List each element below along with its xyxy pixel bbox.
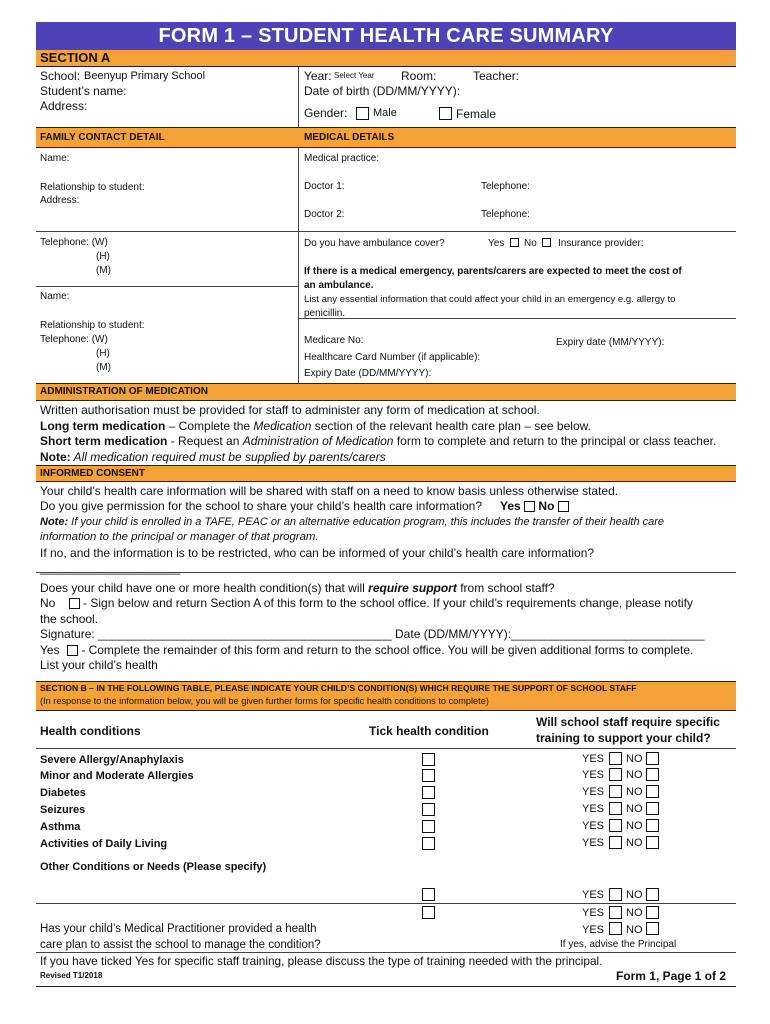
consent-question: Do you give permission for the school to share your child’s health care information? Yes No xyxy=(40,499,732,515)
ambulance-yes-label: Yes xyxy=(488,238,505,249)
care-plan-note: If yes, advise the Principal xyxy=(560,938,677,950)
consent-note: Note: If your child is enrolled in a TAFE, PEAC or an alternative education program, this includes the transfer of their health care xyxy=(40,515,665,528)
dob-label: Date of birth (DD/MM/YYYY): xyxy=(304,84,461,98)
year-select[interactable]: Select Year xyxy=(334,71,375,80)
condition-tick-checkbox[interactable] xyxy=(422,786,435,799)
training-no-checkbox[interactable] xyxy=(646,752,659,765)
section-a-block xyxy=(36,67,736,127)
consent-yes-checkbox[interactable] xyxy=(524,501,535,512)
ambulance-no-checkbox[interactable] xyxy=(542,238,551,247)
essential-info-label: List any essential information that could affect your child in an emergency e.g. allergy to xyxy=(304,294,676,305)
section-a-heading: SECTION A xyxy=(36,50,736,67)
col-training-a: Will school staff require specific xyxy=(536,714,720,729)
female-label: Female xyxy=(456,107,497,121)
family-contact-heading: FAMILY CONTACT DETAIL xyxy=(40,132,165,143)
training-no-label: NO xyxy=(626,819,643,832)
section-b-heading: SECTION B – IN THE FOLLOWING TABLE, PLEASE INDICATE YOUR CHILD’S CONDITION(S) WHICH REQUIRE THE SUPPORT OF SCHOOL STAFF xyxy=(40,682,637,693)
training-no-checkbox[interactable] xyxy=(646,819,659,832)
form-title: FORM 1 – STUDENT HEALTH CARE SUMMARY xyxy=(36,22,736,50)
ambulance-yes-checkbox[interactable] xyxy=(510,238,519,247)
male-label: Male xyxy=(373,107,397,119)
family-telephone-w-2: Telephone: (W) xyxy=(40,334,108,345)
condition-tick-checkbox[interactable] xyxy=(422,753,435,766)
care-plan-no-label: NO xyxy=(626,923,643,936)
training-note: If you have ticked Yes for specific staff training, please discuss the type of training needed with the principal. xyxy=(40,953,603,968)
admin-medication-body xyxy=(36,401,736,465)
health-conditions-table xyxy=(36,711,736,969)
training-yes-label: YES xyxy=(582,802,605,815)
emergency-note: If there is a medical emergency, parents/carers are expected to meet the cost of xyxy=(304,266,682,277)
ambulance-no-label: No xyxy=(524,238,537,249)
col-training-b: training to support your child? xyxy=(536,730,711,745)
care-plan-yes-checkbox[interactable] xyxy=(609,922,622,935)
family-telephone-h-2: (H) xyxy=(96,348,110,359)
family-address-1: Address: xyxy=(40,195,80,206)
training-yes-label: YES xyxy=(582,786,605,799)
condition-tick-checkbox[interactable] xyxy=(422,837,435,850)
care-plan-yes-label: YES xyxy=(582,923,605,936)
family-name-2: Name: xyxy=(40,291,70,302)
support-question: Does your child have one or more health condition(s) that will require support from school staff? xyxy=(40,580,555,595)
footer xyxy=(36,969,736,989)
other-conditions-label: Other Conditions or Needs (Please specify) xyxy=(40,860,267,873)
training-no-label: NO xyxy=(626,802,643,815)
support-no-checkbox[interactable] xyxy=(69,598,80,609)
family-telephone-w-1: Telephone: (W) xyxy=(40,237,108,248)
other-tick-checkbox[interactable] xyxy=(422,888,435,901)
medicare-expiry-label: Expiry date (MM/YYYY): xyxy=(556,337,665,348)
informed-consent-body xyxy=(36,482,736,573)
family-relationship-1: Relationship to student: xyxy=(40,182,145,193)
other-no-label: NO xyxy=(626,906,643,919)
other-yes-checkbox[interactable] xyxy=(609,888,622,901)
training-no-checkbox[interactable] xyxy=(646,836,659,849)
support-no-option-2: the school. xyxy=(40,611,99,626)
care-plan-no-checkbox[interactable] xyxy=(646,922,659,935)
year-label: Year: xyxy=(304,69,332,83)
col-tick-condition: Tick health condition xyxy=(369,723,489,738)
section-b-subheading: (In response to the information below, you will be given further forms for specific health conditions to complete) xyxy=(40,695,489,706)
medical-details-heading: MEDICAL DETAILS xyxy=(304,132,395,143)
school-label: School: xyxy=(40,69,81,83)
ambulance-question: Do you have ambulance cover? xyxy=(304,238,445,249)
gender-label: Gender: xyxy=(304,106,348,120)
care-plan-question: Has your child’s Medical Practitioner provided a health xyxy=(40,922,317,935)
signature-line[interactable]: Signature: ____________________________________________ Date (DD/MM/YYYY):_____________________________ xyxy=(40,627,705,641)
condition-name: Seizures xyxy=(40,803,86,816)
address-label: Address: xyxy=(40,99,88,113)
student-name-label: Student’s name: xyxy=(40,84,127,98)
condition-name: Severe Allergy/Anaphylaxis xyxy=(40,753,184,766)
consent-note-2: information to the principal or manager of that program. xyxy=(40,531,319,543)
family-relationship-2: Relationship to student: xyxy=(40,320,145,331)
medical-practice-label: Medical practice: xyxy=(304,153,380,164)
other-yes-checkbox[interactable] xyxy=(609,906,622,919)
contact-medical-body xyxy=(36,148,736,383)
consent-no-checkbox[interactable] xyxy=(558,501,569,512)
healthcare-card-label: Healthcare Card Number (if applicable): xyxy=(304,352,481,363)
training-yes-label: YES xyxy=(582,769,605,782)
insurance-provider-label: Insurance provider: xyxy=(558,238,644,249)
family-telephone-m-2: (M) xyxy=(96,362,111,373)
school-field[interactable]: Beenyup Primary School xyxy=(84,70,206,82)
other-yes-label: YES xyxy=(582,888,605,901)
doctor-1-telephone-label: Telephone: xyxy=(481,181,530,192)
admin-short-term: Short term medication - Request an Administration of Medication form to complete and return to the principal or class teacher. xyxy=(40,434,717,448)
doctor-2-label: Doctor 2: xyxy=(304,209,345,220)
other-yes-label: YES xyxy=(582,906,605,919)
condition-name: Asthma xyxy=(40,820,81,833)
training-yes-label: YES xyxy=(582,819,605,832)
doctor-2-telephone-label: Telephone: xyxy=(481,209,530,220)
female-checkbox[interactable] xyxy=(439,107,452,120)
family-telephone-m-1: (M) xyxy=(96,265,111,276)
family-telephone-h-1: (H) xyxy=(96,251,110,262)
training-no-checkbox[interactable] xyxy=(646,768,659,781)
admin-note: Note: All medication required must be supplied by parents/carers xyxy=(40,449,386,464)
contact-medical-headings xyxy=(36,127,736,148)
training-yes-label: YES xyxy=(582,752,605,765)
admin-line-1: Written authorisation must be provided for staff to administer any form of medication at school. xyxy=(40,403,540,417)
training-yes-checkbox[interactable] xyxy=(609,836,622,849)
training-yes-checkbox[interactable] xyxy=(609,785,622,798)
training-no-label: NO xyxy=(626,836,643,849)
other-tick-checkbox[interactable] xyxy=(422,906,435,919)
doctor-1-label: Doctor 1: xyxy=(304,181,345,192)
condition-name: Activities of Daily Living xyxy=(40,837,168,850)
training-yes-checkbox[interactable] xyxy=(609,752,622,765)
list-health-label: List your child’s health xyxy=(40,658,158,672)
condition-tick-checkbox[interactable] xyxy=(422,803,435,816)
family-name-1: Name: xyxy=(40,153,70,164)
col-health-conditions: Health conditions xyxy=(40,723,141,738)
male-checkbox[interactable] xyxy=(356,107,369,120)
admin-medication-heading: ADMINISTRATION OF MEDICATION xyxy=(36,383,736,401)
training-no-checkbox[interactable] xyxy=(646,785,659,798)
section-b-heading-block xyxy=(36,681,736,711)
room-label: Room: xyxy=(401,69,437,83)
condition-tick-checkbox[interactable] xyxy=(422,820,435,833)
training-yes-checkbox[interactable] xyxy=(609,768,622,781)
training-yes-checkbox[interactable] xyxy=(609,819,622,832)
training-no-label: NO xyxy=(626,786,643,799)
condition-name: Minor and Moderate Allergies xyxy=(40,770,194,783)
consent-line-1: Your child’s health care information will be shared with staff on a need to know basis unless otherwise stated. xyxy=(40,483,619,498)
emergency-note-2: an ambulance. xyxy=(304,280,374,291)
consent-restrict: If no, and the information is to be restricted, who can be informed of your child’s health care information? _____________________ xyxy=(40,545,595,575)
training-no-label: NO xyxy=(626,752,643,765)
training-no-checkbox[interactable] xyxy=(646,802,659,815)
other-no-checkbox[interactable] xyxy=(646,888,659,901)
other-no-label: NO xyxy=(626,888,643,901)
care-plan-question-2: care plan to assist the school to manage the condition? xyxy=(40,938,321,951)
teacher-label: Teacher: xyxy=(473,69,520,83)
condition-tick-checkbox[interactable] xyxy=(422,769,435,782)
essential-info-label-2: penicillin. xyxy=(304,308,346,319)
medicare-label: Medicare No: xyxy=(304,335,364,346)
admin-long-term: Long term medication – Complete the Medication section of the relevant health care plan – see below. xyxy=(40,418,591,433)
form-page xyxy=(36,22,736,989)
training-yes-checkbox[interactable] xyxy=(609,802,622,815)
other-no-checkbox[interactable] xyxy=(646,906,659,919)
training-yes-label: YES xyxy=(582,836,605,849)
training-no-label: NO xyxy=(626,769,643,782)
healthcare-expiry-label: Expiry Date (DD/MM/YYYY): xyxy=(304,368,432,379)
condition-name: Diabetes xyxy=(40,787,86,800)
informed-consent-heading: INFORMED CONSENT xyxy=(36,465,736,482)
support-section xyxy=(36,573,736,681)
support-yes-checkbox[interactable] xyxy=(67,645,78,656)
support-no-option: No - Sign below and return Section A of this form to the school office. If your child’s requirements change, please notify xyxy=(40,596,693,610)
revised-date: Revised T1/2018 xyxy=(40,970,103,980)
page-number: Form 1, Page 1 of 2 xyxy=(615,968,726,983)
support-yes-option: Yes - Complete the remainder of this form and return to the school office. You will be given additional forms to complete. xyxy=(40,642,694,657)
